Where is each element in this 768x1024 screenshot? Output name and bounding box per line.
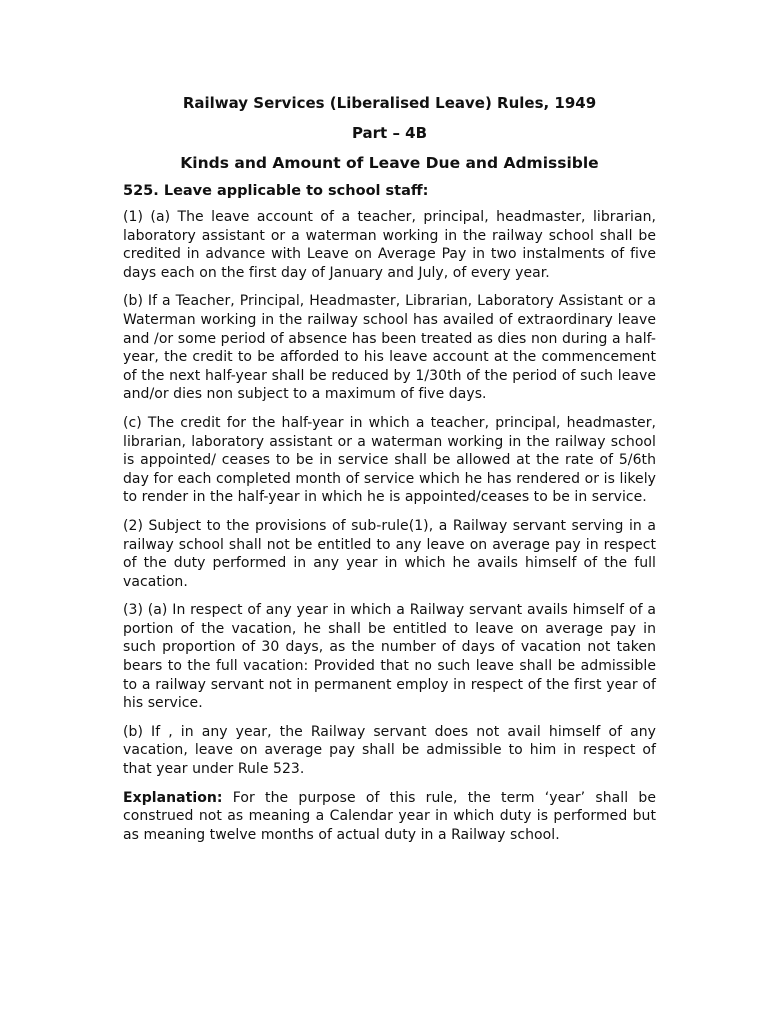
paragraph-3-a: (3) (a) In respect of any year in which a Railway servant avails himself of a portion of the vacation, he shall be entitled to leave on average pay in such proportion of 30 days, as the number of days of vacation not taken bears to the full vacation: Provided that no such leave shall be admissible to a railway servant not in permanent employ in respect of the first year of his service. xyxy=(123,602,656,712)
section-subtitle: Kinds and Amount of Leave Due and Admissible xyxy=(180,154,599,172)
paragraph-3-b: (b) If , in any year, the Railway servant does not avail himself of any vacation, leave on average pay shall be admissible to him in respect of that year under Rule 523. xyxy=(123,723,656,778)
paragraph-2: (2) Subject to the provisions of sub-rule(1), a Railway servant serving in a railway school shall not be entitled to any leave on average pay in respect of the duty performed in any year in which he avails himself of the full vacation. xyxy=(123,517,656,590)
document-page xyxy=(123,92,656,854)
paragraph-1-b: (b) If a Teacher, Principal, Headmaster, Librarian, Laboratory Assistant or a Waterman working in the railway school has availed of extraordinary leave and /or some period of absence has been treated as dies non during a half-year, the credit to be afforded to his leave account at the commencement of the next half-year shall be reduced by 1/30th of the period of such leave and/or dies non subject to a maximum of five days. xyxy=(123,293,656,403)
explanation-text: For the purpose of this rule, the term ‘year’ shall be construed not as meaning a Calendar year in which duty is performed but as meaning twelve months of actual duty in a Railway school. xyxy=(123,789,656,843)
rule-heading: 525. Leave applicable to school staff: xyxy=(123,183,429,199)
explanation-paragraph xyxy=(123,789,656,845)
part-heading: Part – 4B xyxy=(351,124,428,142)
document-title: Railway Services (Liberalised Leave) Rules, 1949 xyxy=(182,94,597,112)
paragraph-1-c: (c) The credit for the half-year in which a teacher, principal, headmaster, librarian, laboratory assistant or a waterman working in the railway school is appointed/ ceases to be in service shall be allowed at the rate of 5/6th day for each completed month of service which he has rendered or is likely to render in the half-year in which he is appointed/ceases to be in service. xyxy=(123,414,656,506)
paragraph-1-a: (1) (a) The leave account of a teacher, principal, headmaster, librarian, laboratory assistant or a waterman working in the railway school shall be credited in advance with Leave on Average Pay in two instalments of five days each on the first day of January and July, of every year. xyxy=(123,209,656,281)
explanation-label: Explanation: xyxy=(123,789,223,806)
